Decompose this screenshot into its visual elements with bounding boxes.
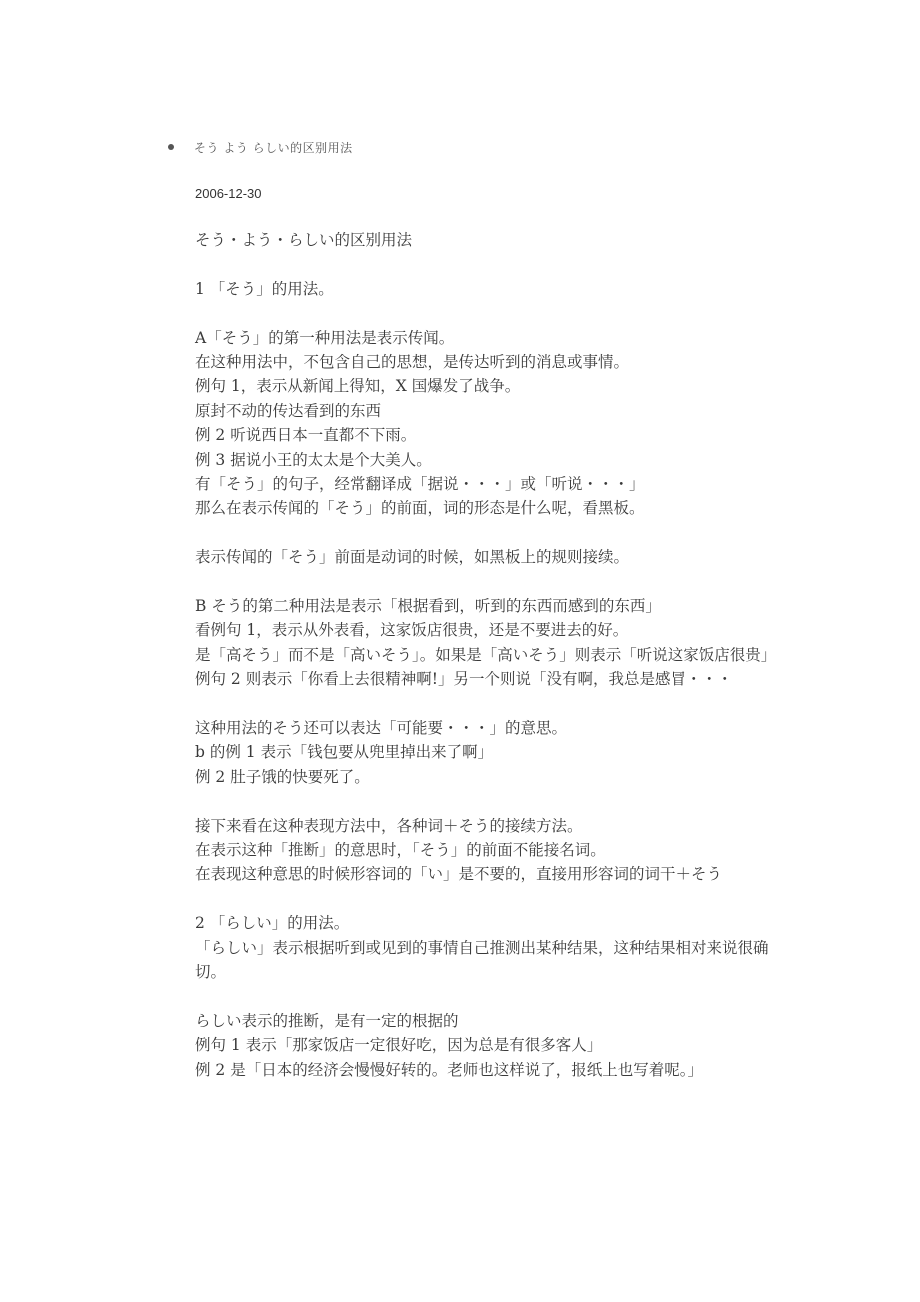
article-line: そう・よう・らしい的区别用法 <box>195 231 413 249</box>
article-line: 例 2 是「日本的经济会慢慢好转的。老师也这样说了，报纸上也写着呢。」 <box>195 1060 703 1079</box>
article-line: 1 「そう」的用法。 <box>195 279 334 298</box>
article-line: 表示传闻的「そう」前面是动词的时候，如黑板上的规则接续。 <box>195 548 630 567</box>
article-line: 这种用法的そう还可以表达「可能要・・・」的意思。 <box>195 719 568 738</box>
article-line: 例句 2 则表示「你看上去很精神啊!」另一个则说「没有啊，我总是感冒・・・ <box>195 670 733 689</box>
article-line: 在这种用法中，不包含自己的思想，是传达听到的消息或事情。 <box>195 353 630 371</box>
article-line: 在表示这种「推断」的意思时，「そう」的前面不能接名词。 <box>195 841 606 860</box>
paragraph-spacer <box>195 570 785 594</box>
article-line: 是「高そう」而不是「高いそう」。如果是「高いそう」则表示「听说这家饭店很贵」 <box>195 645 777 664</box>
article-line: 例 3 据说小王的太太是个大美人。 <box>195 450 432 469</box>
post-title[interactable]: そう よう らしい的区别用法 <box>194 140 353 155</box>
article-line: 例 2 肚子饿的快要死了。 <box>195 767 370 786</box>
article-line: 例句 1，表示从新闻上得知，X 国爆发了战争。 <box>195 377 521 396</box>
paragraph-spacer <box>195 521 785 545</box>
article-line: 「らしい」表示根据听到或见到的事情自己推测出某种结果，这种结果相对来说很确切。 <box>195 938 769 982</box>
article-line: らしい表示的推断，是有一定的根据的 <box>195 1011 459 1030</box>
post-date: 2006-12-30 <box>195 186 262 201</box>
paragraph-spacer <box>195 984 785 1008</box>
article-line: 例 2 听说西日本一直都不下雨。 <box>195 426 417 445</box>
article-line: 接下来看在这种表现方法中，各种词＋そう的接续方法。 <box>195 816 583 835</box>
article-body <box>195 228 785 1082</box>
article-line: b 的例 1 表示「钱包要从兜里掉出来了啊」 <box>195 743 494 762</box>
article-line: A「そう」的第一种用法是表示传闻。 <box>195 328 455 347</box>
paragraph-spacer <box>195 789 785 813</box>
article-line: 有「そう」的句子，经常翻译成「据说・・・」或「听说・・・」 <box>195 475 645 494</box>
article-line: 那么在表示传闻的「そう」的前面，词的形态是什么呢，看黑板。 <box>195 499 645 518</box>
article-line: B そう的第二种用法是表示「根据看到，听到的东西而感到的东西」 <box>195 597 661 616</box>
paragraph-spacer <box>195 252 785 276</box>
article-line: 2 「らしい」的用法。 <box>195 914 350 933</box>
bullet-icon <box>168 144 174 150</box>
paragraph-spacer <box>195 692 785 716</box>
article-line: 原封不动的传达看到的东西 <box>195 401 382 420</box>
paragraph-spacer <box>195 887 785 911</box>
post-title-item[interactable] <box>168 138 353 156</box>
article-line: 看例句 1，表示从外表看，这家饭店很贵，还是不要进去的好。 <box>195 621 629 640</box>
article-line: 例句 1 表示「那家饭店一定很好吃，因为总是有很多客人」 <box>195 1036 603 1055</box>
paragraph-spacer <box>195 301 785 325</box>
article-line: 在表现这种意思的时候形容词的「い」是不要的，直接用形容词的词干＋そう <box>195 865 723 884</box>
